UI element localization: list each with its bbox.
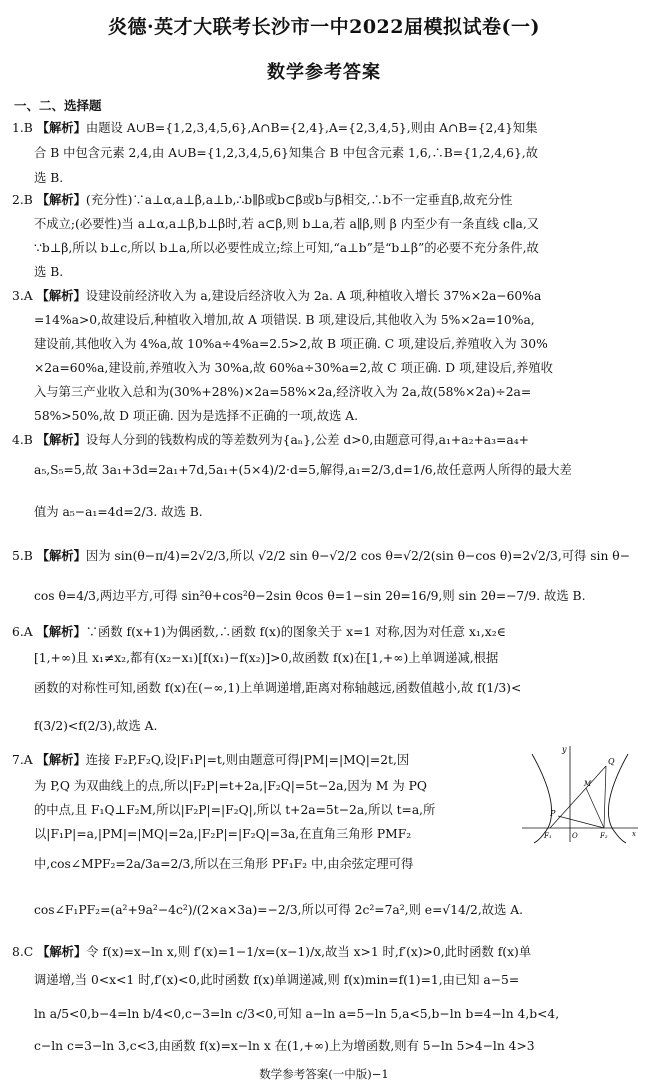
- solution-line: 的中点,且 F₁Q⊥F₂M,所以|F₂P|=|F₂Q|,所以 t+2a=5t−2a,所以 t=a,所: [34, 803, 436, 817]
- problem-answer: B: [23, 193, 33, 207]
- solution-line: 58%>50%,故 D 项正确. 因为是选择不正确的一项,故选 A.: [34, 409, 359, 423]
- section-heading: 一、二、选择题: [14, 98, 102, 113]
- solution-line: 为 P,Q 为双曲线上的点,所以|F₂P|=t+2a,|F₂Q|=5t−2a,因为 M 为 PQ: [34, 779, 427, 793]
- solution-line: 选 B.: [34, 171, 64, 185]
- fig-label: Q: [608, 757, 615, 766]
- problem-answer: A: [23, 625, 33, 639]
- problem-number: 6.: [12, 625, 24, 639]
- line-f2-p: [558, 816, 604, 828]
- solution-line: 函数的对称性可知,函数 f(x)在(−∞,1)上单调递增,距离对称轴越远,函数值越小,故 f(1/3)<: [34, 681, 522, 695]
- line-f2-q: [604, 766, 606, 828]
- solution-line: 由题设 A∪B={1,2,3,4,5,6},A∩B={2,4},A={2,3,4,5},则由 A∩B={2,4}知集: [85, 121, 538, 135]
- solution-line: 建设前,其他收入为 4%a,故 10%a÷4%a=2.5>2,故 B 项正确. C 项,建设后,养殖收入为 30%: [34, 337, 548, 351]
- fig-label: O: [572, 832, 578, 840]
- problem-number: 7.: [12, 753, 24, 767]
- solution-line: 设建设前经济收入为 a,建设后经济收入为 2a. A 项,种植收入增长 37%×2a−60%a: [85, 289, 542, 303]
- left-branch: [532, 754, 552, 843]
- solution-line: 值为 a₅−a₁=4d=2/3. 故选 B.: [34, 505, 203, 519]
- problem-number: 3.: [12, 289, 24, 303]
- analysis-tag: 【解析】: [36, 289, 86, 303]
- problem-answer: C: [23, 945, 34, 959]
- analysis-tag: 【解析】: [36, 433, 86, 447]
- problem-number: 5.: [12, 549, 24, 563]
- solution-line: (充分性)∵a⊥α,a⊥β,a⊥b,∴b∥β或b⊂β或b与β相交,∴b不一定垂直β,故充分性: [85, 193, 513, 207]
- problem-number: 4.: [12, 433, 24, 447]
- analysis-tag: 【解析】: [37, 945, 87, 959]
- solution-line: ∵函数 f(x+1)为偶函数,∴函数 f(x)的图象关于 x=1 对称,因为对任意 x₁,x₂∈: [85, 625, 506, 639]
- analysis-tag: 【解析】: [36, 193, 86, 207]
- solution-line: [1,+∞)且 x₁≠x₂,都有(x₂−x₁)[f(x₁)−f(x₂)]>0,故函数 f(x)在[1,+∞)上单调递减,根据: [34, 651, 499, 665]
- solution-line: 入与第三产业收入总和为(30%+28%)×2a=58%×2a,经济收入为 2a,故(58%×2a)÷2a=: [34, 385, 532, 399]
- problem-answer: B: [23, 549, 33, 563]
- solution-line: 令 f(x)=x−ln x,则 f′(x)=1−1/x=(x−1)/x,故当 x>1 时,f′(x)>0,此时函数 f(x)单: [86, 945, 532, 959]
- problem-answer: A: [23, 753, 33, 767]
- solution-line: c−ln c=3−ln 3,c<3,由函数 f(x)=x−ln x 在(1,+∞)上为增函数,则有 5−ln 5>4−ln 4>3: [34, 1039, 535, 1053]
- solution-line: f(3/2)<f(2/3),故选 A.: [34, 719, 158, 733]
- solution-line: ln a/5<0,b−4=ln b/4<0,c−3=ln c/3<0,可知 a−ln a=5−ln 5,a<5,b−ln b=4−ln 4,b<4,: [34, 1007, 560, 1021]
- fig-label: x: [632, 830, 636, 838]
- problem-answer: B: [23, 433, 33, 447]
- fig-label: F₁: [544, 832, 552, 840]
- fig-label: M: [584, 780, 592, 788]
- fig-label: F₂: [600, 832, 608, 840]
- analysis-tag: 【解析】: [36, 625, 86, 639]
- solution-line: 连接 F₂P,F₂Q,设|F₁P|=t,则由题意可得|PM|=|MQ|=2t,因: [85, 753, 410, 767]
- solution-line: ∵b⊥β,所以 b⊥c,所以 b⊥a,所以必要性成立;综上可知,“a⊥b”是“b⊥β”的必要不充分条件,故: [34, 241, 539, 255]
- line-f1-q: [550, 766, 606, 828]
- solution-line: 以|F₁P|=a,|PM|=|MQ|=2a,|F₂P|=|F₂Q|=3a,在直角三角形 PMF₂: [34, 827, 412, 841]
- solution-line: a₅,S₅=5,故 3a₁+3d=2a₁+7d,5a₁+(5×4)/2·d=5,解得,a₁=2/3,d=1/6,故任意两人所得的最大差: [34, 463, 572, 477]
- solution-line: cos∠F₁PF₂=(a²+9a²−4c²)/(2×a×3a)=−2/3,所以可得 2c²=7a²,则 e=√14/2,故选 A.: [34, 903, 524, 917]
- document-title: 炎德·英才大联考长沙市一中2022届模拟试卷(一): [108, 16, 540, 38]
- analysis-tag: 【解析】: [36, 753, 86, 767]
- problem-number: 2.: [12, 193, 24, 207]
- page-footer: 数学参考答案(一中版)−1: [259, 1067, 389, 1081]
- problem-number: 1.: [12, 121, 24, 135]
- hyperbola-figure: [520, 744, 640, 844]
- problem-number: 8.: [12, 945, 24, 959]
- analysis-tag: 【解析】: [36, 549, 86, 563]
- solution-line: 中,cos∠MPF₂=2a/3a=2/3,所以在三角形 PF₁F₂ 中,由余弦定理可得: [34, 857, 414, 871]
- document-subtitle: 数学参考答案: [267, 62, 381, 83]
- fig-label: P: [550, 809, 556, 818]
- problem-answer: B: [23, 121, 33, 135]
- solution-line: 设每人分到的钱数构成的等差数列为{aₙ},公差 d>0,由题意可得,a₁+a₂+a₃=a₄+: [85, 433, 529, 447]
- fig-label: y: [562, 745, 567, 754]
- solution-line: ×2a=60%a,建设前,养殖收入为 30%a,故 60%a÷30%a=2,故 C 项正确. D 项,建设后,养殖收: [34, 361, 553, 375]
- solution-line: 合 B 中包含元素 2,4,由 A∪B={1,2,3,4,5,6}知集合 B 中包含元素 1,6,∴B={1,2,4,6},故: [34, 146, 538, 160]
- solution-line: 调递增,当 0<x<1 时,f′(x)<0,此时函数 f(x)单调递减,则 f(x)min=f(1)=1,由已知 a−5=: [34, 973, 520, 987]
- solution-line: 选 B.: [34, 265, 64, 279]
- right-branch: [608, 754, 628, 843]
- solution-line: 因为 sin(θ−π/4)=2√2/3,所以 √2/2 sin θ−√2/2 cos θ=√2/2(sin θ−cos θ)=2√2/3,可得 sin θ−: [85, 549, 631, 563]
- solution-line: cos θ=4/3,两边平方,可得 sin²θ+cos²θ−2sin θcos θ=1−sin 2θ=16/9,则 sin 2θ=−7/9. 故选 B.: [34, 589, 586, 603]
- problem-answer: A: [23, 289, 33, 303]
- solution-line: =14%a>0,故建设后,种植收入增加,故 A 项错误. B 项,建设后,其他收入为 5%×2a=10%a,: [34, 313, 535, 327]
- solution-line: 不成立;(必要性)当 a⊥α,a⊥β,b⊥β时,若 a⊂β,则 b⊥a,若 a∥β,则 β 内至少有一条直线 c∥a,又: [34, 217, 540, 231]
- line-f2-m: [586, 788, 604, 828]
- analysis-tag: 【解析】: [36, 121, 86, 135]
